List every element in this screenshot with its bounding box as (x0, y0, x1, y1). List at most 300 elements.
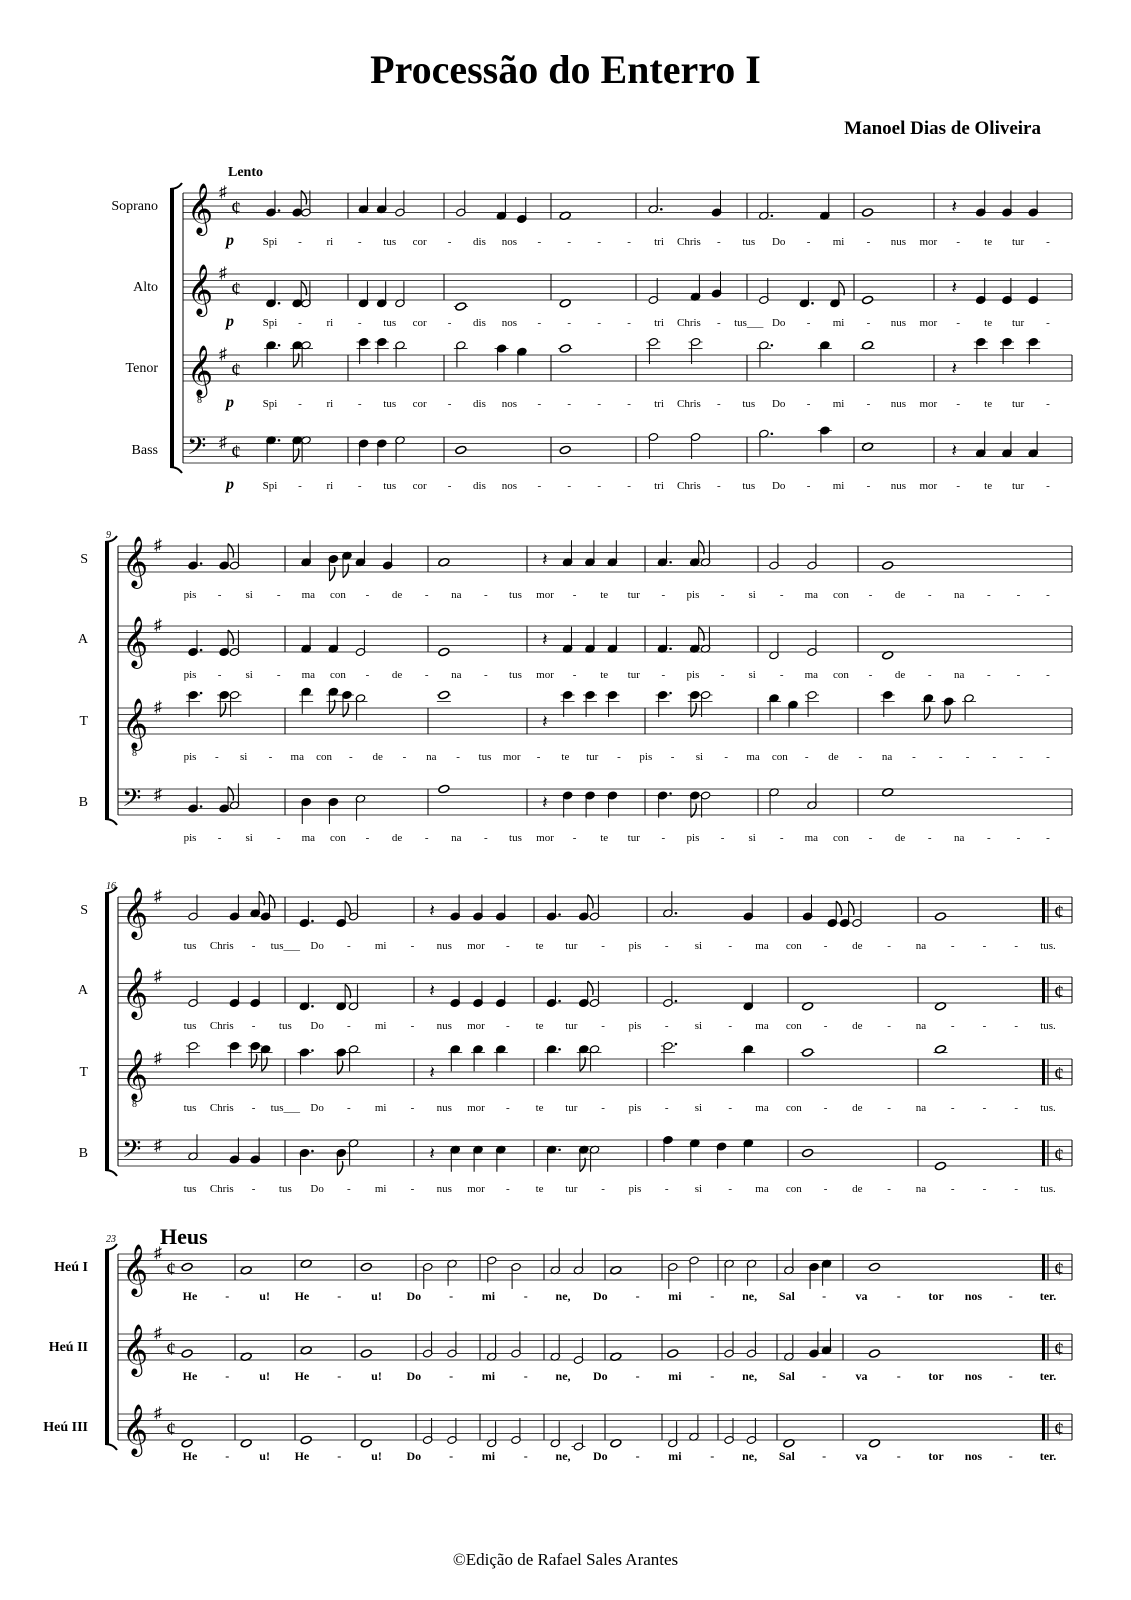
lyric-hyphen: - (449, 1289, 454, 1303)
lyric-hyphen: - (601, 1102, 605, 1114)
lyric-syllable: na (451, 589, 462, 601)
lyric-hyphen: - (298, 317, 302, 329)
bass-clef-icon: 𝄢 (187, 433, 207, 467)
lyric-hyphen: - (357, 317, 362, 329)
lyric-syllable: tus. (1040, 1102, 1056, 1114)
lyric-syllable: pis (183, 832, 197, 844)
lyric-syllable: tus (383, 398, 397, 410)
lyric-syllable: Chris (677, 480, 701, 492)
lyric-hyphen: - (424, 832, 429, 844)
lyric-syllable: Do (593, 1449, 608, 1463)
lyric-hyphen: - (887, 1102, 891, 1114)
lyric-syllable: de (852, 1183, 863, 1195)
lyric-syllable: tus (183, 940, 197, 952)
lyric-hyphen: - (225, 1369, 230, 1383)
dot (675, 1000, 678, 1003)
lyric-syllable: pis (628, 940, 642, 952)
lyric-syllable: tus (278, 1183, 292, 1195)
dynamic-marking: p (226, 476, 234, 493)
lyric-syllable: ne, (555, 1449, 571, 1463)
lyric-syllable: te (600, 832, 609, 844)
lyric-syllable: Sal (778, 1369, 795, 1383)
lyric-syllable: con (785, 1020, 802, 1032)
lyric-hyphen: - (251, 940, 256, 952)
whole-note (934, 1161, 946, 1171)
lyric-syllable: pis (686, 589, 700, 601)
lyric-hyphen: - (597, 398, 601, 410)
lyric-syllable: te (561, 751, 570, 763)
lyric-hyphen: - (823, 1020, 828, 1032)
quarter-rest: 𝄽 (429, 1062, 435, 1083)
lyric-syllable: u! (371, 1369, 382, 1383)
lyric-hyphen: - (572, 669, 577, 681)
lyric-hyphen: - (1046, 751, 1050, 763)
dynamic-marking: p (226, 313, 234, 330)
whole-note (300, 1435, 312, 1445)
lyric-hyphen: - (298, 480, 302, 492)
lyric-hyphen: - (986, 589, 991, 601)
lyric-syllable: ma (755, 1183, 769, 1195)
lyric-hyphen: - (806, 480, 811, 492)
lyric-hyphen: - (447, 398, 452, 410)
eighth-flag (945, 710, 950, 724)
lyric-hyphen: - (982, 1020, 987, 1032)
staff-label: T (79, 1064, 88, 1080)
lyric-syllable: pis (686, 669, 700, 681)
lyric-syllable: mi (374, 1183, 387, 1195)
lyric-hyphen: - (225, 1449, 230, 1463)
key-signature-sharp: ♯ (154, 699, 162, 716)
dynamic-marking: p (226, 232, 234, 249)
eighth-flag (691, 804, 696, 818)
lyric-hyphen: - (866, 317, 871, 329)
lyric-hyphen: - (572, 589, 577, 601)
lyric-hyphen: - (806, 317, 811, 329)
lyric-syllable: mor (536, 589, 554, 601)
lyric-hyphen: - (896, 1289, 901, 1303)
staff-label: B (78, 1145, 88, 1161)
staff-label: Heú III (43, 1419, 88, 1435)
lyric-syllable: pis (183, 669, 197, 681)
lyric-hyphen: - (1008, 1369, 1013, 1383)
bracket-bottom (170, 467, 182, 473)
lyric-syllable: ma (804, 832, 819, 844)
lyric-syllable: mor (467, 1183, 485, 1195)
dot (558, 1000, 561, 1003)
lyric-hyphen: - (868, 669, 873, 681)
lyric-syllable: va (855, 1289, 868, 1303)
lyric-syllable: na (915, 1183, 927, 1195)
bracket-top (170, 183, 182, 189)
whole-note (438, 690, 450, 700)
lyric-hyphen: - (950, 1020, 955, 1032)
lyric-hyphen: - (664, 940, 669, 952)
lyric-hyphen: - (986, 669, 991, 681)
dot (669, 792, 672, 795)
lyric-syllable: tus. (1040, 1183, 1056, 1195)
lyric-syllable: ri (326, 480, 334, 492)
lyric-syllable: si (694, 1020, 703, 1032)
dot (278, 344, 281, 347)
lyric-hyphen: - (661, 832, 666, 844)
lyric-syllable: te (535, 940, 544, 952)
lyric-syllable: pis (639, 751, 653, 763)
lyric-syllable: de (852, 1020, 863, 1032)
measure-number: 16 (106, 881, 116, 892)
dot (200, 692, 203, 695)
staff-4 (79, 783, 1072, 844)
lyric-syllable: na (954, 589, 965, 601)
lyric-syllable: Do (593, 1289, 608, 1303)
lyric-hyphen: - (804, 751, 809, 763)
lyric-syllable: dis (473, 480, 486, 492)
dot (311, 1150, 314, 1153)
whole-note (455, 445, 467, 455)
octave-marker: 8 (132, 1099, 137, 1111)
quarter-rest: 𝄽 (951, 440, 958, 461)
lyric-hyphen: - (822, 1449, 827, 1463)
lyric-syllable: con (832, 669, 849, 681)
lyric-syllable: de (894, 669, 906, 681)
lyric-syllable: tus (742, 398, 756, 410)
bracket-bottom (105, 819, 117, 825)
lyric-syllable: mi (668, 1369, 682, 1383)
dot (660, 208, 663, 211)
dot (558, 913, 561, 916)
staff-4 (132, 426, 1072, 493)
lyric-hyphen: - (896, 1369, 901, 1383)
staff-label: A (77, 631, 88, 647)
lyric-syllable: na (881, 751, 893, 763)
cut-time-symbol: ¢ (1054, 1417, 1064, 1440)
lyric-syllable: pis (628, 1020, 642, 1032)
lyric-syllable: tur (565, 1183, 578, 1195)
lyric-syllable: mi (832, 398, 845, 410)
lyric-syllable: de (852, 940, 863, 952)
section-heading: Heus (160, 1224, 208, 1249)
lyric-hyphen: - (717, 236, 721, 248)
lyric-hyphen: - (1046, 669, 1050, 681)
lyric-syllable: mor (919, 398, 938, 410)
lyric-hyphen: - (337, 1369, 342, 1383)
lyric-syllable: He (294, 1449, 310, 1463)
lyric-hyphen: - (567, 236, 572, 248)
quarter-rest: 𝄽 (429, 1143, 435, 1164)
lyric-hyphen: - (217, 669, 222, 681)
eighth-flag (220, 703, 225, 717)
lyric-hyphen: - (1016, 669, 1021, 681)
lyric-hyphen: - (597, 480, 601, 492)
dot (811, 302, 814, 305)
lyric-syllable: va (855, 1369, 868, 1383)
lyric-syllable: Do (593, 1369, 608, 1383)
staff-3 (79, 1041, 1072, 1114)
key-signature-sharp: ♯ (154, 968, 162, 985)
treble-clef-icon: 𝄞 (122, 616, 149, 666)
cut-time-symbol: ¢ (166, 1337, 176, 1360)
quarter-rest: 𝄽 (429, 900, 435, 921)
lyric-syllable: ter. (1039, 1289, 1057, 1303)
treble-clef-icon: 𝄞 (122, 1049, 149, 1099)
lyric-hyphen: - (505, 1020, 510, 1032)
dot (675, 1043, 678, 1046)
lyric-hyphen: - (1046, 398, 1050, 410)
lyric-hyphen: - (402, 751, 407, 763)
lyric-syllable: mi (481, 1369, 496, 1383)
lyric-syllable: tor (928, 1449, 944, 1463)
lyric-hyphen: - (868, 589, 873, 601)
cut-time-symbol: ¢ (166, 1257, 176, 1280)
lyric-hyphen: - (276, 669, 281, 681)
dot (311, 920, 314, 923)
lyric-syllable: de (894, 589, 906, 601)
treble-clef-icon: 𝄞 (187, 183, 214, 233)
key-signature-sharp: ♯ (219, 434, 227, 452)
lyric-hyphen: - (1016, 832, 1021, 844)
lyric-hyphen: - (365, 832, 370, 844)
staff-label: B (78, 794, 88, 810)
lyric-hyphen: - (992, 751, 997, 763)
lyric-syllable: tus (383, 236, 397, 248)
lyric-hyphen: - (720, 669, 725, 681)
dot (278, 302, 281, 305)
staff-label: Tenor (125, 360, 158, 376)
cut-time-symbol: ¢ (1054, 1257, 1064, 1280)
lyric-syllable: ma (301, 669, 316, 681)
lyric-syllable: si (245, 589, 253, 601)
quarter-rest: 𝄽 (951, 277, 958, 298)
treble-clef-icon: 𝄞 (187, 264, 214, 314)
lyric-syllable: mor (467, 1102, 485, 1114)
lyric-syllable: na (451, 832, 462, 844)
tempo-marking: Lento (228, 165, 263, 180)
lyric-hyphen: - (627, 236, 631, 248)
lyric-hyphen: - (866, 398, 871, 410)
lyric-syllable: si (239, 751, 248, 763)
final-barline (1042, 1414, 1045, 1440)
staff-label: Heú I (54, 1259, 88, 1275)
lyric-syllable: pis (628, 1183, 642, 1195)
staff-1 (54, 1245, 1072, 1303)
lyric-syllable: mi (374, 1020, 387, 1032)
lyric-syllable: con (329, 589, 346, 601)
lyric-syllable: si (748, 669, 756, 681)
cut-time-symbol: ¢ (231, 277, 241, 300)
lyric-syllable: tus (478, 751, 492, 763)
dot (200, 805, 203, 808)
lyric-hyphen: - (424, 589, 429, 601)
lyric-syllable: u! (259, 1449, 270, 1463)
lyric-syllable: con (785, 1102, 802, 1114)
lyric-syllable: Chris (209, 1183, 234, 1195)
lyric-hyphen: - (1014, 940, 1019, 952)
quarter-rest: 𝄽 (542, 711, 548, 732)
lyric-syllable: tus___ (270, 940, 301, 952)
lyric-hyphen: - (728, 940, 733, 952)
treble-clef-icon: 𝄞 (122, 887, 149, 937)
lyric-hyphen: - (950, 1183, 955, 1195)
final-barline (1042, 977, 1045, 1003)
lyric-syllable: mor (536, 832, 554, 844)
staff-2 (133, 265, 1072, 330)
key-signature-sharp: ♯ (154, 1405, 162, 1422)
lyric-syllable: tur (565, 1020, 578, 1032)
whole-note (455, 302, 467, 312)
lyric-hyphen: - (717, 480, 721, 492)
lyric-hyphen: - (779, 589, 784, 601)
cut-time-symbol: ¢ (231, 196, 241, 219)
lyric-syllable: nus (890, 317, 907, 329)
lyric-syllable: na (451, 669, 462, 681)
lyric-syllable: nos (964, 1289, 983, 1303)
lyric-hyphen: - (866, 236, 871, 248)
lyric-syllable: Chris (677, 398, 701, 410)
staff-1 (80, 888, 1072, 952)
lyric-syllable: mi (668, 1449, 682, 1463)
lyric-hyphen: - (1014, 1020, 1019, 1032)
lyric-hyphen: - (268, 751, 273, 763)
lyric-hyphen: - (806, 236, 811, 248)
lyric-syllable: tur (1011, 236, 1025, 248)
lyric-syllable: u! (371, 1289, 382, 1303)
treble-clef-icon: 𝄞 (122, 698, 149, 748)
lyric-hyphen: - (537, 398, 542, 410)
lyric-hyphen: - (823, 940, 828, 952)
lyric-hyphen: - (617, 751, 621, 763)
lyric-syllable: nus (890, 480, 907, 492)
lyric-syllable: ne, (742, 1369, 758, 1383)
treble-clef-icon: 𝄞 (122, 1324, 149, 1374)
lyric-hyphen: - (728, 1102, 733, 1114)
lyric-hyphen: - (523, 1289, 528, 1303)
lyric-hyphen: - (717, 317, 721, 329)
quarter-rest: 𝄽 (951, 196, 958, 217)
lyric-hyphen: - (523, 1369, 528, 1383)
lyric-hyphen: - (484, 832, 488, 844)
eighth-flag (343, 703, 348, 717)
lyric-syllable: mi (481, 1289, 496, 1303)
whole-note (802, 1148, 814, 1158)
lyric-syllable: He (182, 1289, 198, 1303)
lyric-syllable: na (915, 1020, 927, 1032)
lyric-syllable: Do (771, 398, 786, 410)
lyric-syllable: tur (1011, 480, 1025, 492)
staff-2 (78, 617, 1072, 681)
whole-note (868, 1262, 880, 1272)
lyric-hyphen: - (365, 589, 370, 601)
bass-clef-icon: 𝄢 (122, 785, 142, 819)
lyric-syllable: nos (501, 236, 518, 248)
lyric-syllable: ma (804, 589, 819, 601)
lyric-syllable: Do (406, 1449, 422, 1463)
system-1 (111, 183, 1072, 493)
dot (558, 1148, 561, 1151)
lyric-syllable: tri (654, 236, 664, 248)
lyric-hyphen: - (572, 832, 577, 844)
lyric-syllable: pis (183, 589, 197, 601)
lyric-hyphen: - (1008, 1449, 1013, 1463)
key-signature-sharp: ♯ (219, 265, 227, 282)
key-signature-sharp: ♯ (219, 346, 227, 363)
staff-3 (43, 1405, 1072, 1463)
measure-number: 23 (106, 1234, 116, 1245)
lyric-syllable: nus (436, 1183, 452, 1195)
lyric-syllable: nos (964, 1369, 983, 1383)
lyric-hyphen: - (298, 236, 302, 248)
whole-note (934, 912, 946, 922)
lyric-hyphen: - (661, 589, 666, 601)
treble-clef-icon: 𝄞 (122, 967, 149, 1017)
final-barline (1042, 897, 1045, 923)
lyric-hyphen: - (337, 1449, 342, 1463)
lyric-syllable: nos (501, 398, 518, 410)
treble-clef-icon: 𝄞 (122, 1404, 149, 1454)
lyric-syllable: tri (654, 317, 664, 329)
lyric-hyphen: - (982, 1183, 987, 1195)
lyric-syllable: ma (755, 1102, 769, 1114)
dot (669, 692, 672, 695)
lyric-hyphen: - (536, 751, 541, 763)
lyric-syllable: ma (301, 832, 316, 844)
lyric-hyphen: - (965, 751, 970, 763)
lyric-hyphen: - (1046, 236, 1050, 248)
lyric-syllable: ma (301, 589, 316, 601)
staff-label: T (79, 713, 88, 729)
lyric-hyphen: - (217, 589, 222, 601)
lyric-hyphen: - (567, 398, 572, 410)
lyric-hyphen: - (627, 317, 631, 329)
cut-time-symbol: ¢ (1054, 1143, 1064, 1166)
lyric-syllable: u! (259, 1289, 270, 1303)
dot (558, 1048, 561, 1051)
lyric-syllable: cor (412, 480, 427, 492)
lyric-hyphen: - (601, 1020, 605, 1032)
staff-4 (79, 1134, 1072, 1195)
lyric-syllable: Do (771, 236, 786, 248)
lyric-hyphen: - (1046, 317, 1050, 329)
lyric-syllable: te (600, 589, 609, 601)
lyric-syllable: tri (654, 398, 664, 410)
copyright-footer: ©Edição de Rafael Sales Arantes (452, 1550, 679, 1569)
lyric-hyphen: - (720, 832, 725, 844)
lyric-syllable: na (915, 940, 927, 952)
lyric-hyphen: - (597, 236, 601, 248)
lyric-hyphen: - (956, 398, 961, 410)
quarter-rest: 𝄽 (542, 549, 548, 570)
lyric-hyphen: - (956, 317, 961, 329)
dot (200, 649, 203, 652)
lyric-syllable: nus (436, 1102, 452, 1114)
lyric-syllable: mi (374, 940, 387, 952)
lyric-hyphen: - (484, 589, 488, 601)
lyric-syllable: tus (183, 1020, 197, 1032)
lyric-hyphen: - (927, 669, 932, 681)
lyric-syllable: tur (565, 1102, 578, 1114)
lyric-syllable: dis (473, 398, 486, 410)
lyric-syllable: ter. (1039, 1449, 1057, 1463)
lyric-hyphen: - (866, 480, 871, 492)
lyric-syllable: con (832, 832, 849, 844)
lyric-syllable: con (832, 589, 849, 601)
lyric-syllable: tus (383, 317, 397, 329)
lyric-hyphen: - (1014, 1183, 1019, 1195)
key-signature-sharp: ♯ (154, 1325, 162, 1342)
bracket-bottom (105, 1170, 117, 1176)
lyric-syllable: mor (467, 940, 485, 952)
lyric-hyphen: - (956, 236, 961, 248)
lyric-syllable: dis (473, 317, 486, 329)
lyric-syllable: de (894, 832, 906, 844)
